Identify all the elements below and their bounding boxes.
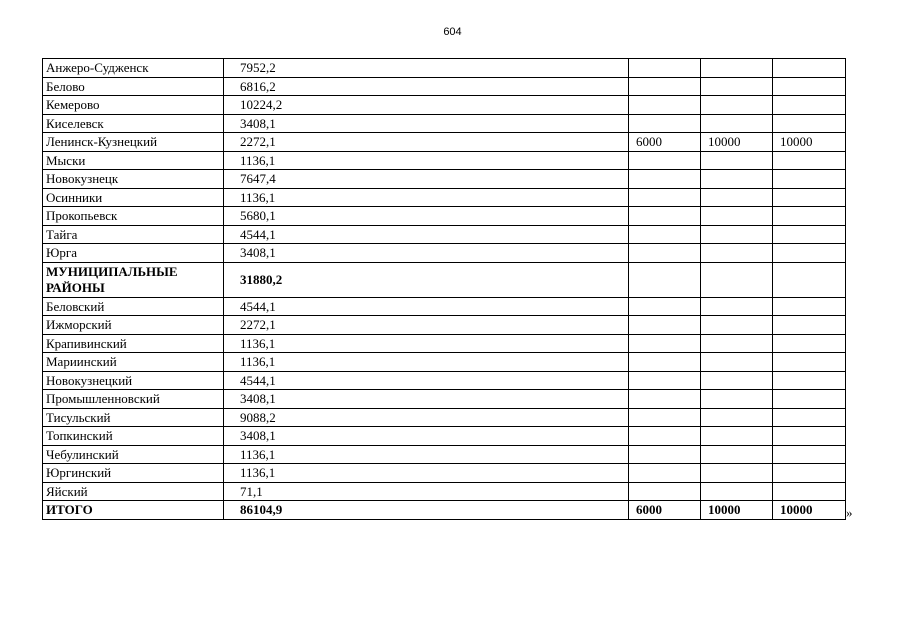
column-5-cell: [773, 114, 846, 133]
column-5-cell: [773, 96, 846, 115]
column-5-cell: [773, 297, 846, 316]
amount-cell: 1136,1: [224, 445, 629, 464]
amount-cell: 31880,2: [224, 262, 629, 297]
municipality-name-cell: Беловский: [43, 297, 224, 316]
municipality-name-cell: Осинники: [43, 188, 224, 207]
column-4-cell: [701, 334, 773, 353]
municipality-name-cell: Мариинский: [43, 353, 224, 372]
column-5-cell: 10000: [773, 501, 846, 520]
municipality-name-cell: Промышленновский: [43, 390, 224, 409]
amount-cell: 7952,2: [224, 59, 629, 78]
table-row: [43, 334, 846, 353]
amount-cell: 3408,1: [224, 114, 629, 133]
table-row: [43, 77, 846, 96]
amount-cell: 71,1: [224, 482, 629, 501]
budget-table: [42, 58, 846, 520]
column-4-cell: [701, 96, 773, 115]
amount-cell: 1136,1: [224, 188, 629, 207]
amount-cell: 4544,1: [224, 371, 629, 390]
municipality-name-cell: Новокузнецкий: [43, 371, 224, 390]
amount-cell: 1136,1: [224, 464, 629, 483]
column-5-cell: [773, 262, 846, 297]
column-4-cell: [701, 59, 773, 78]
column-3-cell: 6000: [629, 133, 701, 152]
column-4-cell: 10000: [701, 133, 773, 152]
municipality-name-cell: Яйский: [43, 482, 224, 501]
municipality-name-cell: Новокузнецк: [43, 170, 224, 189]
municipality-name-cell: МУНИЦИПАЛЬНЫЕ РАЙОНЫ: [43, 262, 224, 297]
column-3-cell: [629, 151, 701, 170]
column-4-cell: [701, 427, 773, 446]
municipality-name-cell: Тайга: [43, 225, 224, 244]
column-3-cell: [629, 244, 701, 263]
amount-cell: 3408,1: [224, 427, 629, 446]
column-3-cell: [629, 353, 701, 372]
column-3-cell: [629, 188, 701, 207]
amount-cell: 6816,2: [224, 77, 629, 96]
column-3-cell: [629, 59, 701, 78]
amount-cell: 7647,4: [224, 170, 629, 189]
municipality-name-cell: Чебулинский: [43, 445, 224, 464]
table-row: [43, 427, 846, 446]
municipality-name-cell: Прокопьевск: [43, 207, 224, 226]
table-row: [43, 408, 846, 427]
column-5-cell: [773, 464, 846, 483]
column-4-cell: [701, 297, 773, 316]
table-row: [43, 262, 846, 297]
column-3-cell: [629, 262, 701, 297]
column-4-cell: [701, 151, 773, 170]
column-5-cell: [773, 482, 846, 501]
column-4-cell: [701, 445, 773, 464]
column-5-cell: [773, 151, 846, 170]
column-3-cell: [629, 77, 701, 96]
municipality-name-cell: Киселевск: [43, 114, 224, 133]
table-row: [43, 170, 846, 189]
column-3-cell: [629, 427, 701, 446]
table-row: [43, 225, 846, 244]
column-3-cell: [629, 445, 701, 464]
column-4-cell: [701, 371, 773, 390]
column-3-cell: [629, 170, 701, 189]
table-row: [43, 207, 846, 226]
table-row: [43, 445, 846, 464]
amount-cell: 4544,1: [224, 297, 629, 316]
municipality-name-cell: Мыски: [43, 151, 224, 170]
column-5-cell: [773, 170, 846, 189]
municipality-name-cell: Ижморский: [43, 316, 224, 335]
amount-cell: 1136,1: [224, 151, 629, 170]
page-number: 604: [443, 26, 462, 38]
column-4-cell: [701, 207, 773, 226]
column-4-cell: [701, 170, 773, 189]
column-5-cell: [773, 390, 846, 409]
column-3-cell: [629, 316, 701, 335]
column-5-cell: 10000: [773, 133, 846, 152]
municipality-name-cell: Юргинский: [43, 464, 224, 483]
column-4-cell: [701, 464, 773, 483]
amount-cell: 5680,1: [224, 207, 629, 226]
column-5-cell: [773, 225, 846, 244]
column-5-cell: [773, 188, 846, 207]
column-3-cell: [629, 114, 701, 133]
column-5-cell: [773, 316, 846, 335]
municipality-name-cell: Белово: [43, 77, 224, 96]
column-4-cell: [701, 408, 773, 427]
municipality-name-cell: ИТОГО: [43, 501, 224, 520]
column-4-cell: [701, 390, 773, 409]
column-4-cell: 10000: [701, 501, 773, 520]
table-row: [43, 133, 846, 152]
column-3-cell: 6000: [629, 501, 701, 520]
table-row: [43, 353, 846, 372]
amount-cell: 86104,9: [224, 501, 629, 520]
column-3-cell: [629, 464, 701, 483]
table-row: [43, 297, 846, 316]
column-5-cell: [773, 77, 846, 96]
amount-cell: 4544,1: [224, 225, 629, 244]
table-row: [43, 244, 846, 263]
column-3-cell: [629, 390, 701, 409]
table-body: [43, 59, 846, 520]
column-4-cell: [701, 188, 773, 207]
column-3-cell: [629, 371, 701, 390]
municipality-name-cell: Ленинск-Кузнецкий: [43, 133, 224, 152]
column-5-cell: [773, 408, 846, 427]
column-3-cell: [629, 482, 701, 501]
column-4-cell: [701, 114, 773, 133]
column-4-cell: [701, 353, 773, 372]
table-row: [43, 188, 846, 207]
table-row: [43, 151, 846, 170]
table-row: [43, 316, 846, 335]
column-5-cell: [773, 59, 846, 78]
amount-cell: 9088,2: [224, 408, 629, 427]
column-5-cell: [773, 207, 846, 226]
amount-cell: 1136,1: [224, 353, 629, 372]
table-row: [43, 482, 846, 501]
column-4-cell: [701, 244, 773, 263]
amount-cell: 2272,1: [224, 316, 629, 335]
column-5-cell: [773, 353, 846, 372]
amount-cell: 10224,2: [224, 96, 629, 115]
amount-cell: 1136,1: [224, 334, 629, 353]
column-3-cell: [629, 96, 701, 115]
column-4-cell: [701, 316, 773, 335]
column-5-cell: [773, 371, 846, 390]
amount-cell: 3408,1: [224, 390, 629, 409]
table-row: [43, 59, 846, 78]
column-3-cell: [629, 207, 701, 226]
table-row: [43, 114, 846, 133]
column-5-cell: [773, 445, 846, 464]
column-4-cell: [701, 77, 773, 96]
municipality-name-cell: Юрга: [43, 244, 224, 263]
municipality-name-cell: Тисульский: [43, 408, 224, 427]
column-3-cell: [629, 225, 701, 244]
table-row: [43, 96, 846, 115]
column-4-cell: [701, 262, 773, 297]
closing-quote-mark: »: [846, 505, 853, 520]
municipality-name-cell: Крапивинский: [43, 334, 224, 353]
municipality-name-cell: Топкинский: [43, 427, 224, 446]
column-3-cell: [629, 408, 701, 427]
table-row: [43, 501, 846, 520]
amount-cell: 3408,1: [224, 244, 629, 263]
municipality-name-cell: Кемерово: [43, 96, 224, 115]
amount-cell: 2272,1: [224, 133, 629, 152]
column-5-cell: [773, 334, 846, 353]
column-3-cell: [629, 297, 701, 316]
column-4-cell: [701, 225, 773, 244]
table-row: [43, 464, 846, 483]
column-3-cell: [629, 334, 701, 353]
column-4-cell: [701, 482, 773, 501]
column-5-cell: [773, 427, 846, 446]
column-5-cell: [773, 244, 846, 263]
municipality-name-cell: Анжеро-Судженск: [43, 59, 224, 78]
table-row: [43, 390, 846, 409]
table-row: [43, 371, 846, 390]
